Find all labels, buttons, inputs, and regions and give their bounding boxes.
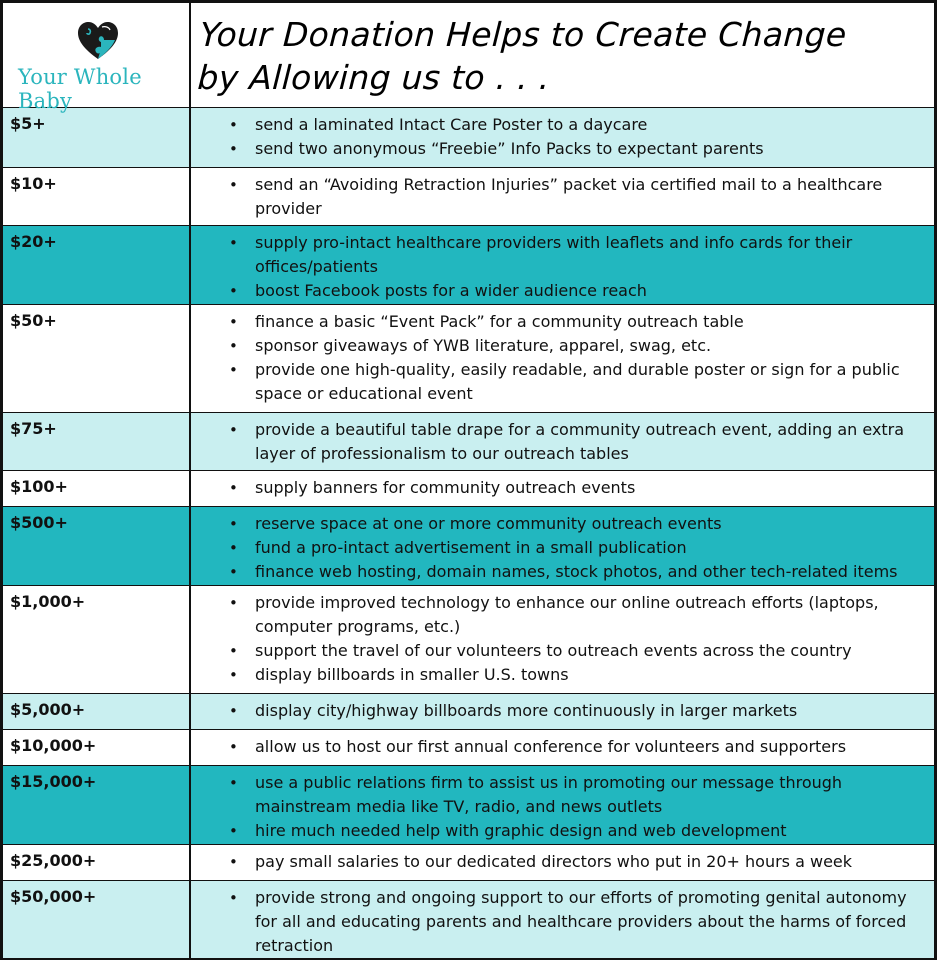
item-list	[191, 476, 926, 500]
donation-amount: $75+	[3, 413, 191, 471]
list-item: • supply pro-intact healthcare providers with leaflets and info cards for their offices/patients	[191, 231, 926, 279]
list-item: • allow us to host our first annual conference for volunteers and supporters	[191, 735, 926, 759]
donation-row	[3, 586, 935, 694]
donation-row	[3, 168, 935, 226]
logo-text: Your Whole Baby	[18, 65, 142, 113]
list-item: • provide one high-quality, easily readable, and durable poster or sign for a public space or educational event	[191, 358, 926, 406]
donation-row	[3, 305, 935, 413]
donation-amount: $1,000+	[3, 586, 191, 694]
list-item: • send a laminated Intact Care Poster to a daycare	[191, 113, 926, 137]
donation-items	[190, 730, 935, 766]
donation-items	[190, 471, 935, 507]
donation-row	[3, 730, 935, 766]
item-list	[191, 231, 926, 303]
item-list	[191, 113, 926, 161]
donation-amount: $10+	[3, 168, 191, 226]
item-list	[191, 512, 926, 584]
donation-amount: $50+	[3, 305, 191, 413]
donation-items	[190, 507, 935, 586]
donation-amount: $20+	[3, 226, 191, 305]
list-item: • finance web hosting, domain names, stock photos, and other tech-related items	[191, 560, 926, 584]
item-list	[191, 418, 926, 466]
donation-row	[3, 766, 935, 845]
donation-items	[190, 694, 935, 730]
list-item: • support the travel of our volunteers to outreach events across the country	[191, 639, 926, 663]
donation-items	[190, 766, 935, 845]
donation-amount: $5+	[3, 108, 191, 168]
donation-amount: $50,000+	[3, 881, 191, 959]
list-item: • provide strong and ongoing support to our efforts of promoting genital autonomy for all and educating parents and healthcare providers about the harms of forced retraction	[191, 886, 926, 958]
list-item: • provide improved technology to enhance our online outreach efforts (laptops, computer programs, etc.)	[191, 591, 926, 639]
item-list	[191, 699, 926, 723]
list-item: • supply banners for community outreach events	[191, 476, 926, 500]
logo-cell	[3, 3, 191, 113]
list-item: • boost Facebook posts for a wider audience reach	[191, 279, 926, 303]
puzzle-heart-icon	[76, 21, 120, 61]
item-list	[191, 591, 926, 687]
list-item: • finance a basic “Event Pack” for a community outreach table	[191, 310, 926, 334]
list-item: • send two anonymous “Freebie” Info Packs to expectant parents	[191, 137, 926, 161]
donation-items	[190, 586, 935, 694]
header-row	[3, 3, 935, 108]
donation-items	[190, 305, 935, 413]
item-list	[191, 310, 926, 406]
donation-items	[190, 108, 935, 168]
list-item: • sponsor giveaways of YWB literature, apparel, swag, etc.	[191, 334, 926, 358]
donation-row	[3, 694, 935, 730]
donation-row	[3, 471, 935, 507]
item-list	[191, 173, 926, 221]
list-item: • display city/highway billboards more continuously in larger markets	[191, 699, 926, 723]
donation-row	[3, 108, 935, 168]
list-item: • provide a beautiful table drape for a community outreach event, adding an extra layer of professionalism to our outreach tables	[191, 418, 926, 466]
donation-items	[190, 881, 935, 959]
logo	[3, 3, 189, 113]
list-item: • hire much needed help with graphic design and web development	[191, 819, 926, 843]
donation-table	[2, 2, 935, 959]
list-item: • pay small salaries to our dedicated directors who put in 20+ hours a week	[191, 850, 926, 874]
donation-amount: $25,000+	[3, 845, 191, 881]
donation-items	[190, 845, 935, 881]
item-list	[191, 886, 926, 958]
donation-row	[3, 881, 935, 959]
page-title	[188, 3, 936, 99]
list-item: • use a public relations firm to assist us in promoting our message through mainstream media like TV, radio, and news outlets	[191, 771, 926, 819]
donation-amount: $10,000+	[3, 730, 191, 766]
title-cell	[190, 3, 935, 108]
donation-amount: $500+	[3, 507, 191, 586]
donation-items	[190, 226, 935, 305]
item-list	[191, 735, 926, 759]
donation-row	[3, 845, 935, 881]
donation-amount: $100+	[3, 471, 191, 507]
item-list	[191, 771, 926, 843]
title-line-1: Your Donation Helps to Create Change	[198, 15, 848, 54]
donation-rows	[3, 108, 935, 959]
donation-items	[190, 413, 935, 471]
list-item: • fund a pro-intact advertisement in a small publication	[191, 536, 926, 560]
donation-items	[190, 168, 935, 226]
item-list	[191, 850, 926, 874]
donation-row	[3, 226, 935, 305]
donation-row	[3, 507, 935, 586]
donation-row	[3, 413, 935, 471]
donation-amount: $15,000+	[3, 766, 191, 845]
donation-amount: $5,000+	[3, 694, 191, 730]
title-line-2: by Allowing us to . . .	[196, 58, 551, 97]
list-item: • reserve space at one or more community outreach events	[191, 512, 926, 536]
list-item: • display billboards in smaller U.S. towns	[191, 663, 926, 687]
list-item: • send an “Avoiding Retraction Injuries” packet via certified mail to a healthcare provider	[191, 173, 926, 221]
